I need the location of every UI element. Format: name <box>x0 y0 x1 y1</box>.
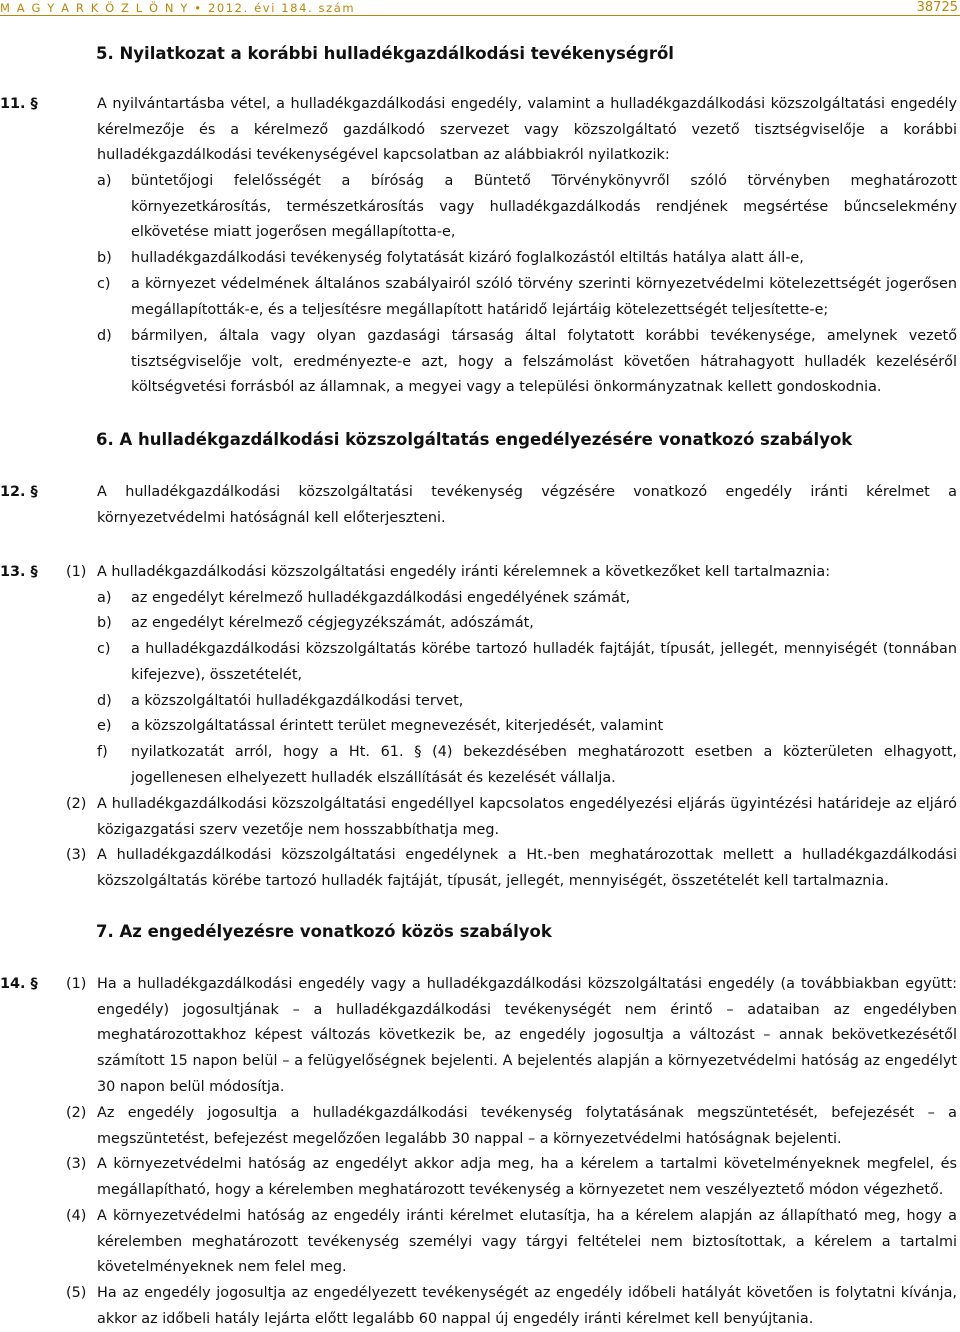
item-label: d) <box>97 693 112 709</box>
subsection-number: (2) <box>66 796 87 812</box>
item-label: a) <box>97 173 112 189</box>
subsection-text: A környezetvédelmi hatóság az engedély iránti kérelmet elutasítja, ha a kérelem alapján az állapítható meg, hogy a kérelemben meghatározott tevékenység személyi vagy tárgyi feltételei nem biztosítottak, a kérelem a tartalmi követelményeknek nem felel meg. <box>97 1208 957 1276</box>
subsection-number: (2) <box>66 1105 87 1121</box>
item-text: nyilatkozatát arról, hogy a Ht. 61. § (4) bekezdésében meghatározott esetben a közterületen elhagyott, jogellenesen elhelyezett hulladék elszállítását és kezelését vállalja. <box>131 744 957 786</box>
subsection-text: A hulladékgazdálkodási közszolgáltatási engedélynek a Ht.-ben meghatározottak mellett a hulladékgazdálkodási közszolgáltatás körébe tartozó hulladék fajtáját, típusát, jellegét, mennyiségét, összetételét kell tartalmaznia. <box>97 847 957 889</box>
item-text: a környezet védelmének általános szabályairól szóló törvény szerinti környezetvédelmi kötelezettségét jogerősen megállapították-e, és a teljesítésre megállapított határidő lejártáig kötelezettségét teljesítette-e; <box>131 276 957 318</box>
item-text: a közszolgáltatással érintett terület megnevezését, kiterjedését, valamint <box>131 718 664 734</box>
header-separator: • <box>194 1 203 15</box>
item-label: a) <box>97 590 112 606</box>
header-rule <box>0 15 960 16</box>
journal-name: M A G Y A R K Ö Z L Ö N Y <box>0 1 190 15</box>
item-label: c) <box>97 641 111 657</box>
item-text: hulladékgazdálkodási tevékenység folytatását kizáró foglalkozástól eltiltás hatálya alatt áll-e, <box>131 250 804 266</box>
subsection-number: (3) <box>66 1156 87 1172</box>
item-text: a közszolgáltatói hulladékgazdálkodási tervet, <box>131 693 464 709</box>
item-label: f) <box>97 744 108 760</box>
subsection-text: Ha az engedély jogosultja az engedélyezett tevékenységét az engedély időbeli hatályát követően is folytatni kívánja, akkor az időbeli hatály lejárta előtt legalább 60 nappal új engedély iránti kérelmet kell benyújtania. <box>97 1285 957 1327</box>
subsection-text: Az engedély jogosultja a hulladékgazdálkodási tevékenység folytatásának megszüntetését, befejezését – a megszüntetést, befejezést megelőzően legalább 30 nappal – a környezetvédelmi hatóságnak bejelenti. <box>97 1105 957 1147</box>
paragraph-number: 13. § <box>0 564 38 580</box>
subsection-text: A hulladékgazdálkodási közszolgáltatási engedéllyel kapcsolatos engedélyezési eljárás ügyintézési határideje az eljáró közigazgatási szerv vezetője nem hosszabbíthatja meg. <box>97 796 957 838</box>
subsection-number: (1) <box>66 976 87 992</box>
section-5-title: 5. Nyilatkozat a korábbi hulladékgazdálkodási tevékenységről <box>96 44 674 63</box>
subsection-text: A hulladékgazdálkodási közszolgáltatási engedély iránti kérelemnek a következőket kell tartalmaznia: <box>97 564 831 580</box>
running-header <box>0 0 960 14</box>
subsection-text: A környezetvédelmi hatóság az engedélyt akkor adja meg, ha a kérelem a tartalmi követelményeknek megfelel, és megállapítható, hogy a kérelemben meghatározott tevékenység a környezetet nem veszélyeztető módon végezhető. <box>97 1156 957 1198</box>
paragraph-number: 14. § <box>0 976 38 992</box>
item-label: e) <box>97 718 112 734</box>
subsection-number: (1) <box>66 564 87 580</box>
item-label: b) <box>97 615 112 631</box>
item-label: b) <box>97 250 112 266</box>
item-text: az engedélyt kérelmező hulladékgazdálkodási engedélyének számát, <box>131 590 631 606</box>
subsection-number: (4) <box>66 1208 87 1224</box>
paragraph-number: 12. § <box>0 484 38 500</box>
section-6-title: 6. A hulladékgazdálkodási közszolgáltatás engedélyezésére vonatkozó szabályok <box>96 430 853 449</box>
item-text: büntetőjogi felelősségét a bíróság a Büntető Törvénykönyvről szóló törvényben meghatározott környezetkárosítás, természetkárosítás vagy hulladékgazdálkodás rendjének megsértése bűncselekmény elkövetése miatt jogerősen megállapította-e, <box>131 173 957 241</box>
paragraph-text: A nyilvántartásba vétel, a hulladékgazdálkodási engedély, valamint a hulladékgazdálkodási közszolgáltatási engedély kérelmezője és a kérelmező gazdálkodó szervezet vagy közszolgáltató vezető tisztségviselője a korábbi hulladékgazdálkodási tevékenységével kapcsolatban az alábbiakról nyilatkozik: <box>97 96 957 164</box>
item-text: a hulladékgazdálkodási közszolgáltatás körébe tartozó hulladék fajtáját, típusát, jellegét, mennyiségét (tonnában kifejezve), összetételét, <box>131 641 957 683</box>
item-label: d) <box>97 328 112 344</box>
subsection-text: Ha a hulladékgazdálkodási engedély vagy a hulladékgazdálkodási közszolgáltatási engedély (a továbbiakban együtt: engedély) jogosultjának – a hulladékgazdálkodási tevékenységét nem érintő – adataiban az engedélyben meghatározottakhoz képest változás következik be, az engedély jogosultja a változást – annak bekövetkezésétől számított 15 napon belül – a felügyelőségnek bejelenti. A bejelentés alapján a környezetvédelmi hatóság az engedélyt 30 napon belül módosítja. <box>97 976 957 1095</box>
subsection-number: (5) <box>66 1285 87 1301</box>
page-number: 38725 <box>916 0 958 15</box>
running-title <box>0 1 355 15</box>
issue-number: 2012. évi 184. szám <box>207 1 356 15</box>
item-text: az engedélyt kérelmező cégjegyzékszámát, adószámát, <box>131 615 534 631</box>
paragraph-text: A hulladékgazdálkodási közszolgáltatási tevékenység végzésére vonatkozó engedély iránti kérelmet a környezetvédelmi hatóságnál kell előterjeszteni. <box>97 484 957 526</box>
paragraph-number: 11. § <box>0 96 38 112</box>
subsection-number: (3) <box>66 847 87 863</box>
item-label: c) <box>97 276 111 292</box>
section-7-title: 7. Az engedélyezésre vonatkozó közös szabályok <box>96 922 552 941</box>
item-text: bármilyen, általa vagy olyan gazdasági társaság által folytatott korábbi tevékenysége, amelynek vezető tisztségviselője volt, eredményezte-e azt, hogy a felszámolást követően hátrahagyott hulladék kezeléséről költségvetési forrásból az államnak, a megyei vagy a települési önkormányzatnak kellett gondoskodnia. <box>131 328 957 396</box>
